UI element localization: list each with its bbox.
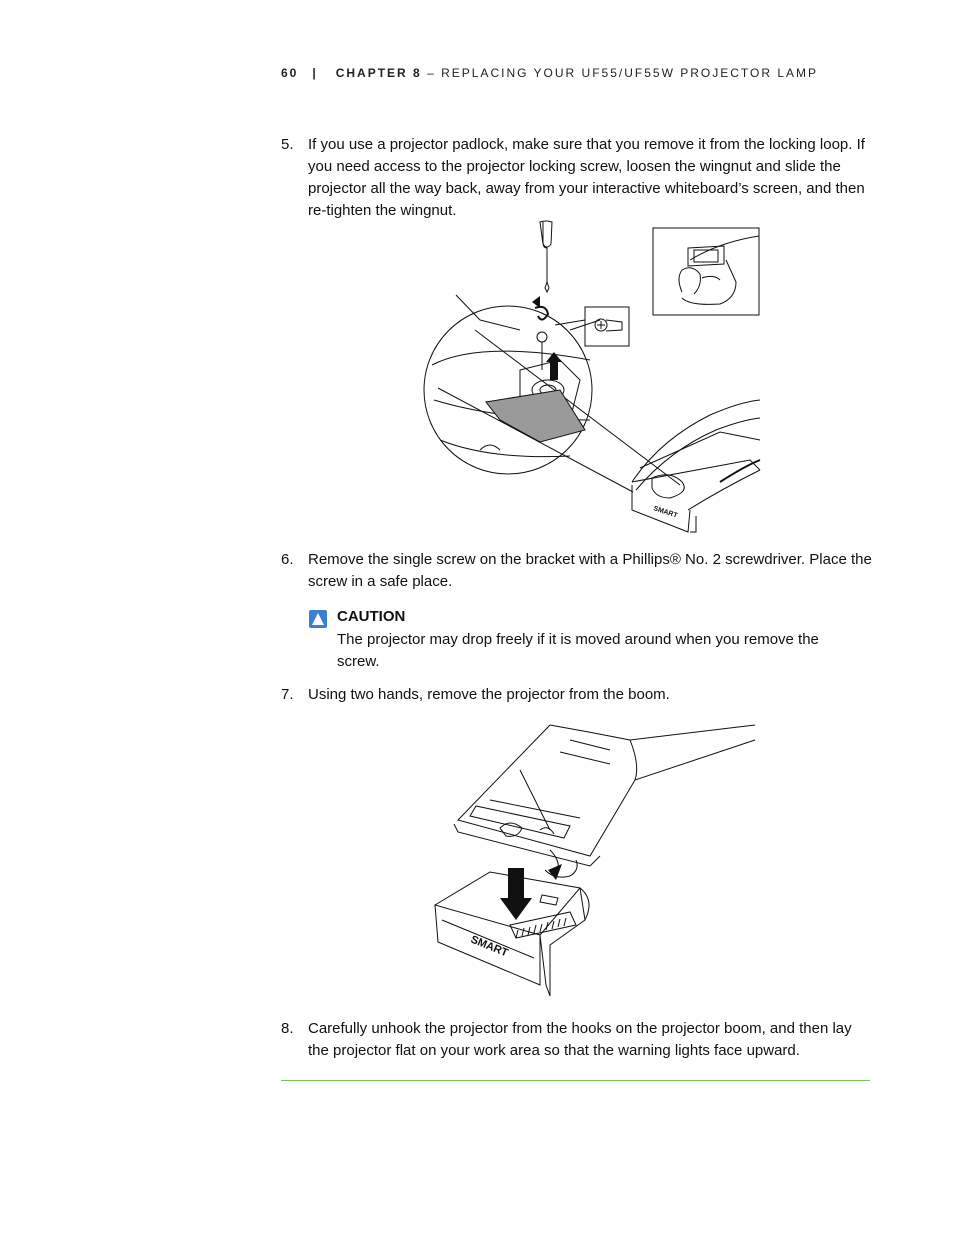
step-text: Using two hands, remove the projector from the boom. — [308, 686, 670, 703]
brand-logo: SMART — [652, 505, 679, 520]
projector-removal-figure — [430, 720, 760, 1005]
step-text: If you use a projector padlock, make sure that you remove it from the locking loop. If you need access to the projector locking screw, loosen the wingnut and slide the projector all the way back, away from your interactive whiteboard’s screen, and then re-tighten the wingnut. — [308, 136, 865, 219]
connector-icon — [548, 864, 562, 880]
rotate-arrow-icon — [532, 296, 540, 308]
screwdriver-illustration — [540, 221, 552, 292]
caution-title: CAUTION — [337, 608, 406, 625]
step-number: 5. — [281, 136, 294, 153]
down-arrow-icon — [500, 868, 532, 920]
step-number: 6. — [281, 551, 294, 568]
chapter-title: – REPLACING YOUR UF55/UF55W PROJECTOR LAMP — [427, 66, 819, 80]
caution-body: The projector may drop freely if it is moved around when you remove the screw. — [337, 631, 819, 670]
chapter-label: CHAPTER 8 — [335, 66, 422, 80]
up-arrow-icon — [546, 352, 562, 380]
footer-rule — [281, 1080, 870, 1081]
step-text: Carefully unhook the projector from the hooks on the projector boom, and then lay the projector flat on your work area so that the warning lights face upward. — [308, 1020, 852, 1059]
brand-logo: SMART — [468, 933, 510, 960]
page-number: 60 — [281, 66, 299, 80]
bracket-plate — [486, 390, 585, 442]
projector-on-boom — [632, 400, 760, 532]
inset-box — [653, 228, 759, 315]
header-separator: | — [312, 66, 318, 80]
caution-icon — [309, 610, 327, 628]
running-header — [281, 66, 818, 80]
magnified-view — [424, 306, 592, 474]
step-text: Remove the single screw on the bracket with a Phillips® No. 2 screwdriver. Place the screw in a safe place. — [308, 551, 872, 590]
step-number: 7. — [281, 686, 294, 703]
screw-removal-figure — [420, 220, 765, 540]
step-number: 8. — [281, 1020, 294, 1037]
